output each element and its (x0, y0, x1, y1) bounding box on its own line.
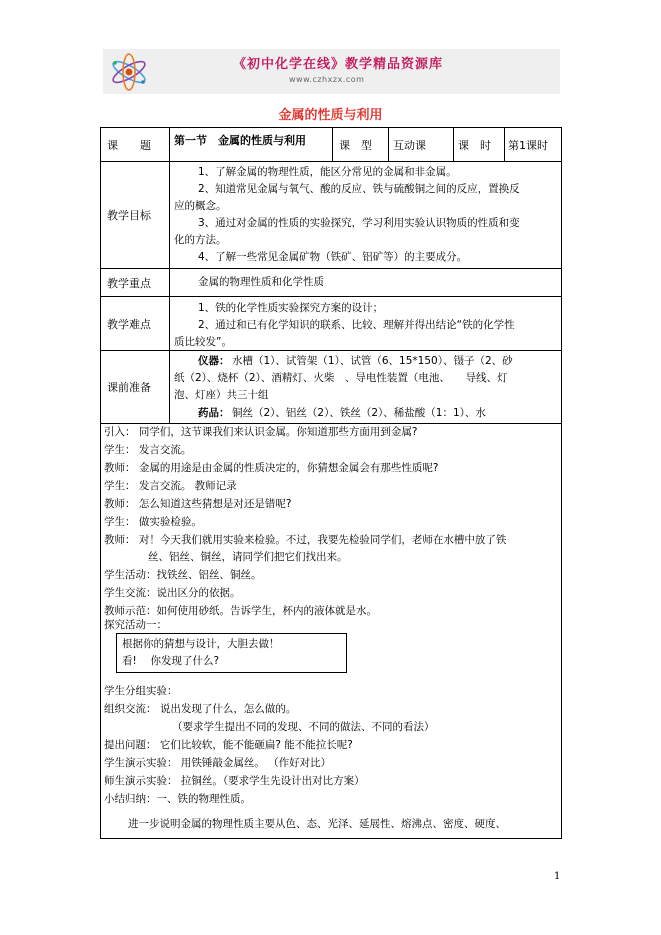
process-line: 引入： 同学们，这节课我们来认识金属。你知道那些方面用到金属? (104, 426, 418, 438)
goals-line: 化的方法。 (174, 234, 227, 246)
type-value: 互动课 (393, 139, 426, 152)
process-line: （要求学生提出不同的发现、不同的做法、不同的看法） (172, 721, 435, 733)
process-line: 教师示范：如何使用砂纸。告诉学生，杯内的液体就是水。 (104, 605, 377, 617)
goals-line: 2、知道常见金属与氧气、酸的反应、铁与硫酸铜之间的反应，置换反 (198, 183, 520, 195)
difficulties-line: 2、通过和已有化学知识的联系、比较、理解并得出结论“铁的化学性 (198, 319, 515, 331)
process-line: 学生交流：说出区分的依据。 (104, 587, 241, 599)
process-line: 进一步说明金属的物理性质主要从色、态、光泽、延展性、熔沸点、密度、硬度、 (128, 818, 506, 830)
hours-value: 第1课时 (508, 139, 548, 152)
page-number: 1 (554, 871, 561, 882)
instruments-line: 泡、灯座）共三十组 (174, 389, 269, 401)
key-points-label: 教学重点 (107, 277, 151, 290)
box-line: 根据你的猜想与设计，大胆去做！ (122, 638, 280, 650)
banner-title: 《初中化学在线》教学精品资源库 (233, 57, 444, 72)
type-label: 课 型 (339, 139, 372, 152)
goals-line: 4、了解一些常见金属矿物（铁矿、铝矿等）的主要成分。 (198, 251, 468, 263)
process-line: 学生分组实验： (104, 685, 178, 697)
header-banner (103, 49, 560, 94)
process-line: 教师： 金属的用途是由金属的性质决定的，你猜想金属会有那些性质呢? (104, 462, 439, 474)
difficulties-label: 教学难点 (107, 318, 151, 331)
process-line: 探究活动一： (104, 619, 167, 631)
activity-box (116, 633, 347, 673)
process-line: 组织交流： 说出发现了什么，怎么做的。 (104, 703, 297, 715)
process-line: 教师： 对！今天我们就用实验来检验。不过，我要先检验同学们，老师在水槽中放了铁 (104, 534, 507, 546)
banner-url[interactable]: www.czhxzx.com (289, 75, 365, 84)
reagents-title: 药品： (198, 407, 230, 419)
process-line: 小结归纳：一、铁的物理性质。 (104, 793, 251, 805)
process-line: 师生演示实验： 拉铜丝。（要求学生先设计出对比方案） (104, 775, 365, 787)
process-line: 学生： 发言交流。 (104, 444, 192, 456)
key-points-text: 金属的物理性质和化学性质 (198, 276, 324, 288)
process-line: 丝、铝丝、铜丝，请同学们把它们找出来。 (148, 551, 348, 563)
difficulties-line: 质比较发”。 (174, 336, 232, 348)
goals-line: 3、通过对金属的性质的实验探究，学习利用实验认识物质的性质和变 (198, 217, 520, 229)
process-line: 学生： 发言交流。 教师记录 (104, 480, 237, 492)
instruments-line: 纸（2）、烧杯（2）、酒精灯、火柴 、导电性装置（电池、 导线、灯 (174, 372, 508, 384)
instruments-line: 水槽（1）、试管架（1）、试管（6、15*150）、镊子（2、砂 (232, 355, 513, 367)
page-title: 金属的性质与利用 (278, 108, 383, 123)
goals-line: 应的概念。 (174, 200, 227, 212)
topic-label: 课 题 (107, 139, 151, 152)
instruments-title: 仪器： (198, 355, 230, 367)
preparation-label: 课前准备 (107, 381, 151, 394)
difficulties-line: 1、铁的化学性质实验探究方案的设计； (198, 302, 384, 314)
process-line: 学生演示实验： 用铁锤敲金属丝。 （作好对比） (104, 757, 332, 769)
atom-logo-icon (107, 51, 151, 93)
process-line: 学生活动：找铁丝、铝丝、铜丝。 (104, 569, 262, 581)
topic-value: 第一节 金属的性质与利用 (174, 134, 306, 147)
process-line: 学生： 做实验检验。 (104, 516, 202, 528)
hours-label: 课 时 (458, 139, 491, 152)
process-line: 提出问题： 它们比较软，能不能砸扁? 能不能拉长呢? (104, 739, 353, 751)
process-line: 教师： 怎么知道这些猜想是对还是错呢? (104, 498, 292, 510)
box-line: 看! 你发现了什么? (122, 655, 220, 667)
goals-line: 1、了解金属的物理性质，能区分常见的金属和非金属。 (198, 166, 457, 178)
goals-label: 教学目标 (107, 209, 151, 222)
reagents-text: 铜丝（2）、铝丝（2）、铁丝（2）、稀盐酸（1：1）、水 (232, 407, 486, 419)
